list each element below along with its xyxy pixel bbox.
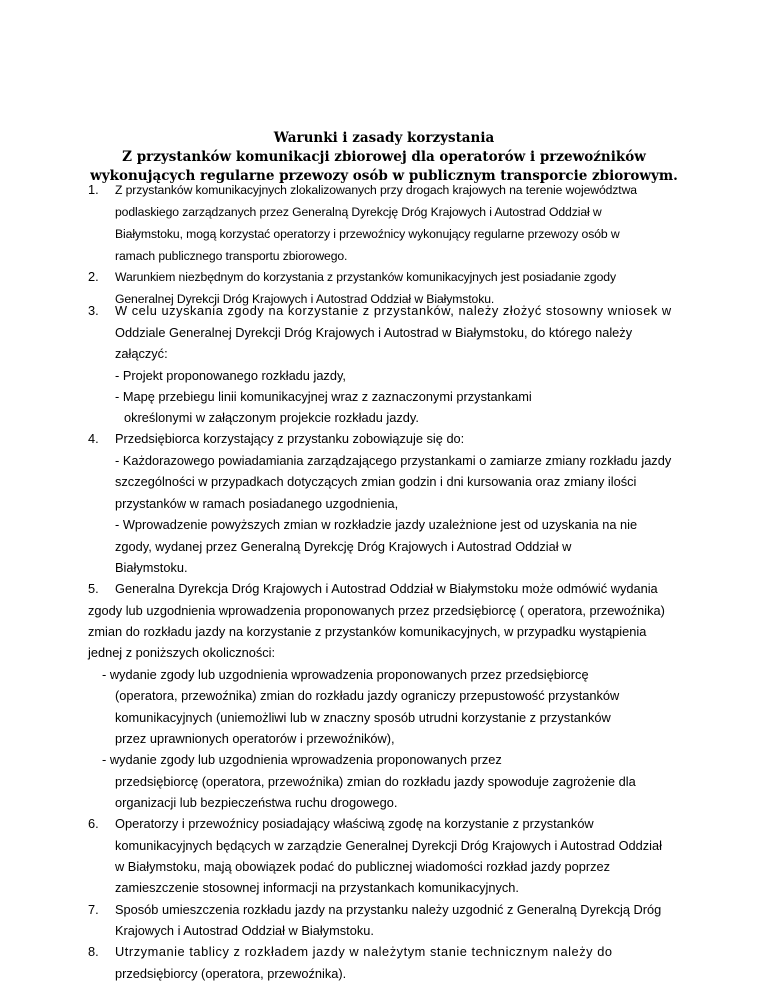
item-3-line: określonymi w załączonym projekcie rozkładu jazdy. <box>124 410 419 425</box>
item-5-line: (operatora, przewoźnika) zmian do rozkładu jazdy ograniczy przepustowość przystanków <box>115 688 620 703</box>
item-2-line: Generalnej Dyrekcji Dróg Krajowych i Autostrad Oddział w Białymstoku. <box>115 292 495 306</box>
item-number: 7. <box>88 902 99 917</box>
item-1-line: podlaskiego zarządzanych przez Generalną Dyrekcję Dróg Krajowych i Autostrad Oddział w <box>115 205 602 219</box>
item-3-line: Oddziale Generalnej Dyrekcji Dróg Krajowych i Autostrad w Białymstoku, do którego należy <box>115 325 633 340</box>
item-5-line: zgody lub uzgodnienia wprowadzenia proponowanych przez przedsiębiorcę ( operatora, przewoźnika) <box>88 603 665 618</box>
item-5-line: komunikacyjnych (uniemożliwi lub w znaczny sposób utrudni korzystanie z przystanków <box>115 710 611 725</box>
document-subtitle-line-2: wykonujących regularne przewozy osób w publicznym transporcie zbiorowym. <box>90 168 678 184</box>
item-1-line: Z przystanków komunikacyjnych zlokalizowanych przy drogach krajowych na terenie województwa <box>115 183 637 197</box>
item-5-line: przedsiębiorcę (operatora, przewoźnika) zmian do rozkładu jazdy spowoduje zagrożenie dla <box>115 774 636 789</box>
item-number: 5. <box>88 581 99 596</box>
item-4-line: zgody, wydanej przez Generalną Dyrekcję Dróg Krajowych i Autostrad Oddział w <box>115 539 572 554</box>
item-number: 2. <box>88 269 99 284</box>
item-6-line: komunikacyjnych będących w zarządzie Generalnej Dyrekcji Dróg Krajowych i Autostrad Oddział <box>115 838 662 853</box>
item-number: 1. <box>88 182 99 197</box>
item-7-line: Krajowych i Autostrad Oddział w Białymstoku. <box>115 923 374 938</box>
item-4-line: - Każdorazowego powiadamiania zarządzającego przystankami o zamiarze zmiany rozkładu jazdy <box>115 453 672 468</box>
item-7-line: Sposób umieszczenia rozkładu jazdy na przystanku należy uzgodnić z Generalną Dyrekcją Dróg <box>115 902 662 917</box>
item-3-line: - Projekt proponowanego rozkładu jazdy, <box>115 368 346 383</box>
item-8-line: przedsiębiorcy (operatora, przewoźnika). <box>115 966 347 981</box>
item-3-line: załączyć: <box>115 346 168 361</box>
item-4-line: - Wprowadzenie powyższych zmian w rozkładzie jazdy uzależnione jest od uzyskania na nie <box>115 517 638 532</box>
item-5-line: przez uprawnionych operatorów i przewoźników), <box>115 731 395 746</box>
item-3-line: - Mapę przebiegu linii komunikacyjnej wraz z zaznaczonymi przystankami <box>115 389 532 404</box>
item-2-line: Warunkiem niezbędnym do korzystania z przystanków komunikacyjnych jest posiadanie zgody <box>115 270 616 284</box>
item-6-line: Operatorzy i przewoźnicy posiadający właściwą zgodę na korzystanie z przystanków <box>115 816 594 831</box>
item-5-line: jednej z poniższych okoliczności: <box>88 645 276 660</box>
item-4-line: Przedsiębiorca korzystający z przystanku zobowiązuje się do: <box>115 431 465 446</box>
item-6-line: zamieszczenie stosownej informacji na przystankach komunikacyjnych. <box>115 880 519 895</box>
item-number: 8. <box>88 944 99 959</box>
item-5-line: - wydanie zgody lub uzgodnienia wprowadzenia proponowanych przez <box>102 752 502 767</box>
item-3-line: W celu uzyskania zgody na korzystanie z przystanków, należy złożyć stosowny wniosek w <box>115 303 672 318</box>
item-4-line: Białymstoku. <box>115 560 188 575</box>
item-5-line: organizacji lub bezpieczeństwa ruchu drogowego. <box>115 795 398 810</box>
item-6-line: w Białymstoku, mają obowiązek podać do publicznej wiadomości rozkład jazdy poprzez <box>115 859 611 874</box>
item-1-line: Białymstoku, mogą korzystać operatorzy i przewoźnicy wykonujący regularne przewozy osób w <box>115 227 620 241</box>
item-8-line: Utrzymanie tablicy z rozkładem jazdy w należytym stanie technicznym należy do <box>115 944 613 959</box>
item-4-line: szczególności w przypadkach dotyczących zmian godzin i dni kursowania oraz zmiany ilości <box>115 474 637 489</box>
item-5-line: Generalna Dyrekcja Dróg Krajowych i Autostrad Oddział w Białymstoku może odmówić wydania <box>115 581 658 596</box>
item-5-line: - wydanie zgody lub uzgodnienia wprowadzenia proponowanych przez przedsiębiorcę <box>102 667 589 682</box>
item-5-line: zmian do rozkładu jazdy na korzystanie z przystanków komunikacyjnych, w przypadku wystąpienia <box>88 624 647 639</box>
item-number: 4. <box>88 431 99 446</box>
item-number: 3. <box>88 303 99 318</box>
document-subtitle: Z przystanków komunikacji zbiorowej dla operatorów i przewoźników <box>122 149 646 165</box>
document-title: Warunki i zasady korzystania <box>273 130 495 146</box>
item-4-line: przystanków w ramach posiadanego uzgodnienia, <box>115 496 399 511</box>
item-number: 6. <box>88 816 99 831</box>
item-1-line: ramach publicznego transportu zbiorowego. <box>115 249 348 263</box>
